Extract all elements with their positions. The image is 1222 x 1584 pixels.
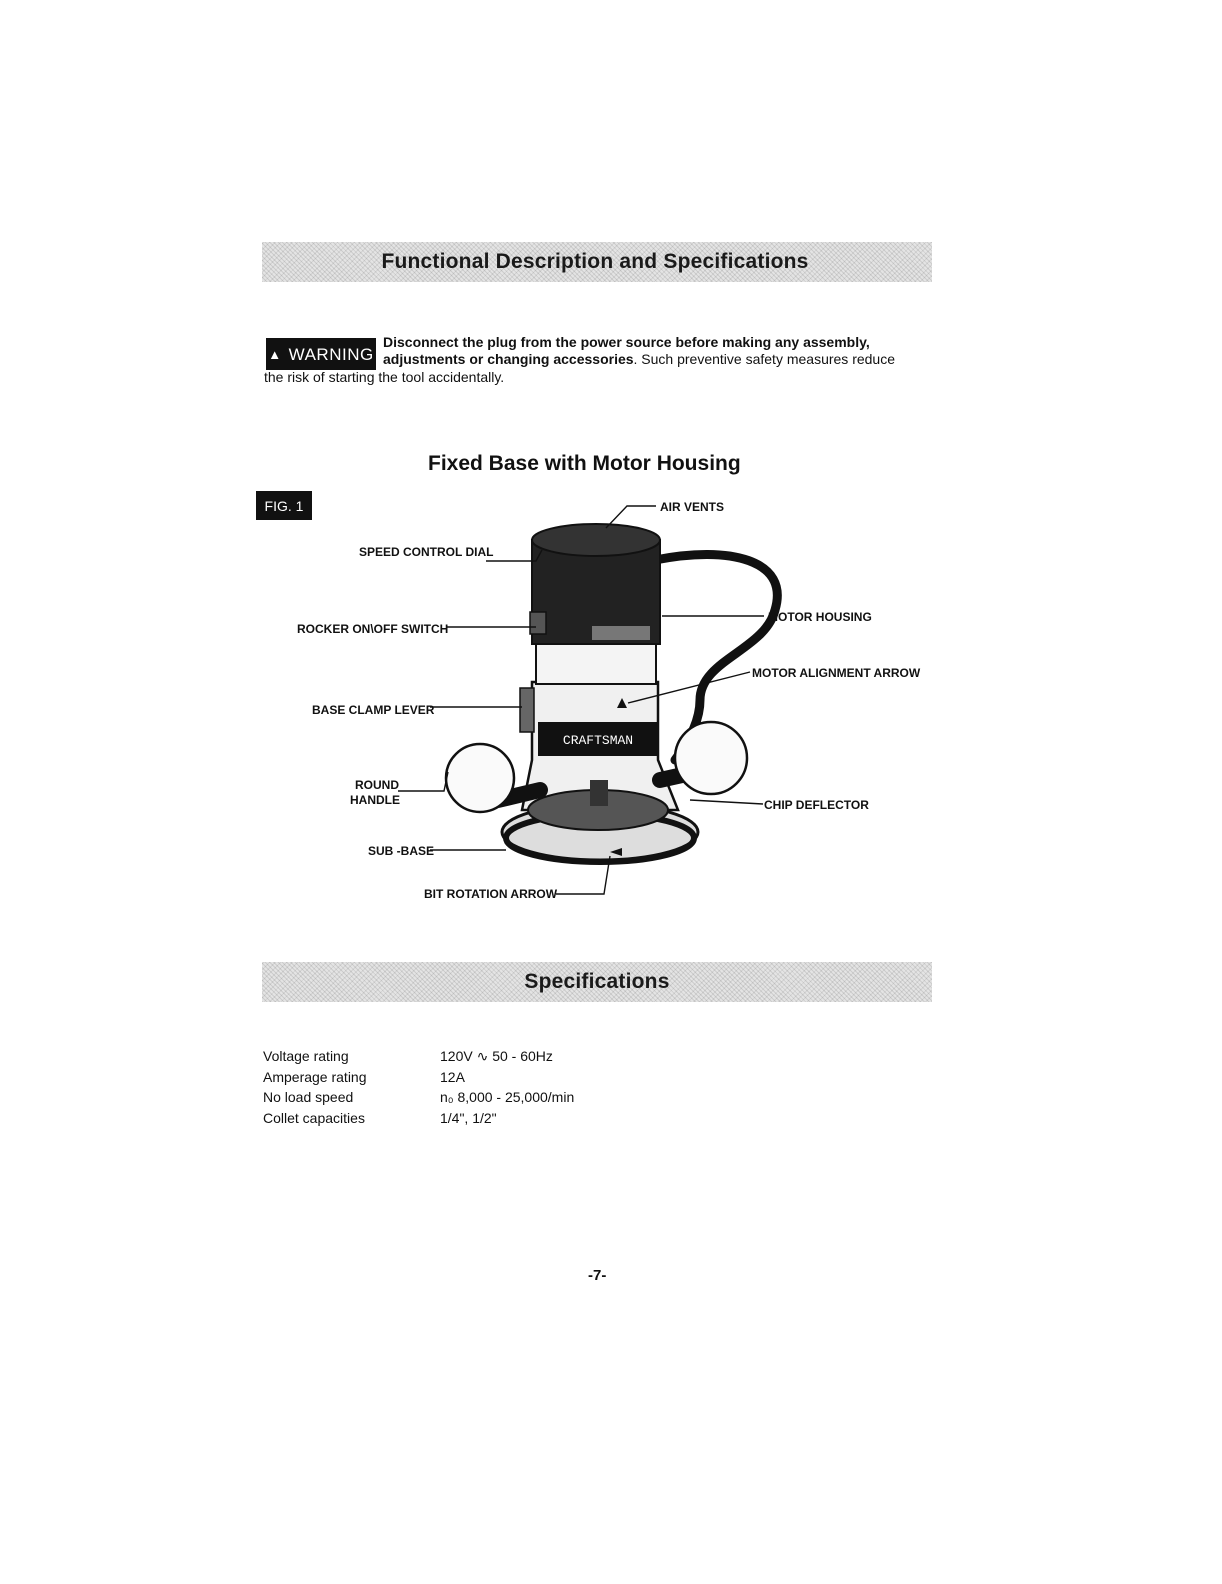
spec-value: 120V ∿ 50 - 60Hz [440, 1048, 553, 1064]
motor-badge [592, 626, 650, 640]
label-round-handle-line2: HANDLE [350, 793, 400, 807]
spec-value: 12A [440, 1068, 465, 1085]
spec-label: No load speed [263, 1089, 354, 1105]
motor-collar [536, 640, 656, 684]
bit-chuck [590, 780, 608, 806]
specifications-title: Specifications [524, 970, 670, 993]
page-number: -7- [588, 1267, 607, 1284]
label-rocker-switch: ROCKER ON\OFF SWITCH [297, 622, 449, 636]
spec-label: Collet capacities [263, 1109, 365, 1126]
label-base-clamp-lever: BASE CLAMP LEVER [312, 703, 435, 717]
brand-text: CRAFTSMAN [562, 733, 634, 748]
round-handle-left [446, 744, 514, 812]
label-speed-control-dial: SPEED CONTROL DIAL [359, 545, 494, 559]
spec-row [263, 1087, 574, 1108]
warning-badge-label: WARNING [288, 344, 374, 364]
warning-text-line1: Disconnect the plug from the power source before making any assembly, [383, 334, 870, 350]
figure-badge: FIG. 1 [256, 491, 312, 520]
figure-title: Fixed Base with Motor Housing [428, 452, 741, 475]
spec-row [263, 1108, 574, 1129]
spec-row [263, 1067, 574, 1088]
warning-text-line3: the risk of starting the tool accidentally. [264, 369, 505, 385]
label-chip-deflector: CHIP DEFLECTOR [764, 798, 869, 812]
warning-triangle-icon: ▲ [268, 346, 282, 362]
label-round-handle-line1: ROUND [355, 778, 399, 792]
warning-text-rest: . Such preventive safety measures reduce [633, 351, 895, 367]
leader-chip-deflector [690, 800, 763, 804]
spec-label: Amperage rating [263, 1068, 367, 1085]
spec-value: n₀ 8,000 - 25,000/min [440, 1089, 575, 1105]
spec-value: 1/4", 1/2" [440, 1109, 497, 1126]
leader-round-handle [398, 772, 448, 791]
spec-label: Voltage rating [263, 1048, 349, 1064]
section-title: Functional Description and Specifications [381, 250, 809, 273]
base-clamp-lever-shape [520, 688, 534, 732]
round-handle-right [675, 722, 747, 794]
rocker-switch-shape [530, 612, 546, 634]
specifications-table [263, 1046, 574, 1128]
label-motor-alignment-arrow: MOTOR ALIGNMENT ARROW [752, 666, 921, 680]
label-sub-base: SUB -BASE [368, 844, 435, 858]
specifications-banner [262, 962, 932, 1002]
warning-text-bold: adjustments or changing accessories [383, 351, 634, 367]
spec-row [263, 1046, 574, 1067]
label-motor-housing: MOTOR HOUSING [768, 610, 872, 624]
router-illustration [446, 524, 777, 862]
motor-top [532, 524, 660, 556]
label-bit-rotation-arrow: BIT ROTATION ARROW [424, 887, 558, 901]
label-air-vents: AIR VENTS [660, 500, 725, 514]
